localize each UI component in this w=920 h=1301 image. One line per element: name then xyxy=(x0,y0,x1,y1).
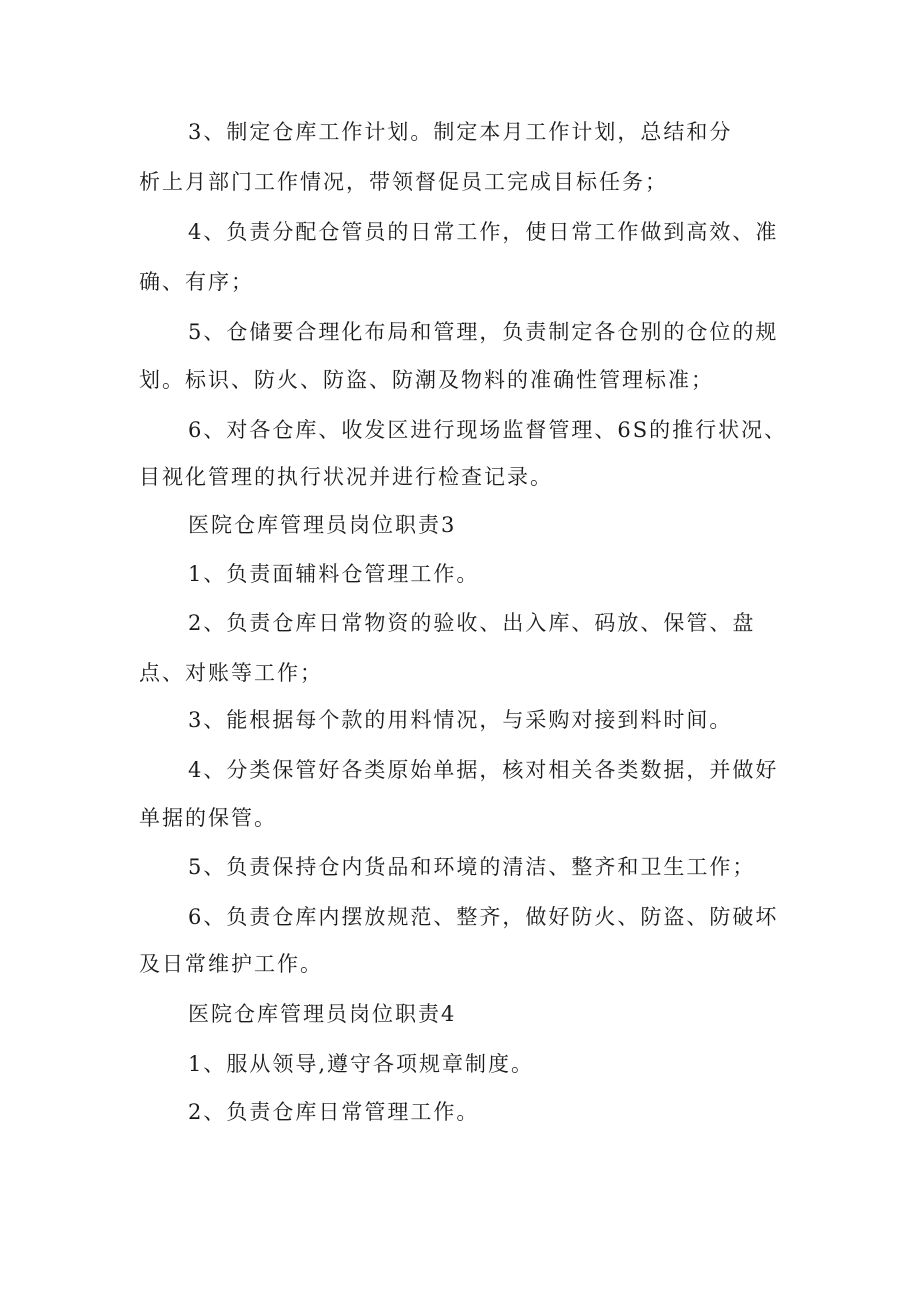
text-line: 4、负责分配仓管员的日常工作，使日常工作做到高效、准 xyxy=(188,220,779,244)
text-line: 5、仓储要合理化布局和管理，负责制定各仓别的仓位的规 xyxy=(188,320,779,344)
text-line: 2、负责仓库日常管理工作。 xyxy=(188,1100,480,1124)
section-heading: 医院仓库管理员岗位职责3 xyxy=(188,513,457,537)
text-line: 6、对各仓库、收发区进行现场监督管理、6S的推行状况、 xyxy=(188,418,788,442)
text-line: 析上月部门工作情况，带领督促员工完成目标任务； xyxy=(139,170,668,194)
text-line: 划。标识、防火、防盗、防潮及物料的准确性管理标准； xyxy=(139,368,714,392)
text-line: 4、分类保管好各类原始单据，核对相关各类数据，并做好 xyxy=(188,758,779,782)
text-line: 单据的保管。 xyxy=(139,806,277,830)
text-line: 1、服从领导,遵守各项规章制度。 xyxy=(188,1052,535,1076)
text-line: 确、有序； xyxy=(139,270,254,294)
text-line: 点、对账等工作； xyxy=(139,661,323,685)
text-line: 及日常维护工作。 xyxy=(139,952,323,976)
text-line: 1、负责面辅料仓管理工作。 xyxy=(188,562,480,586)
section-heading: 医院仓库管理员岗位职责4 xyxy=(188,1002,457,1026)
text-line: 3、能根据每个款的用料情况，与采购对接到料时间。 xyxy=(188,708,733,732)
text-line: 2、负责仓库日常物资的验收、出入库、码放、保管、盘 xyxy=(188,611,756,635)
text-line: 目视化管理的执行状况并进行检查记录。 xyxy=(139,465,553,489)
text-line: 3、制定仓库工作计划。制定本月工作计划，总结和分 xyxy=(188,120,733,144)
text-line: 6、负责仓库内摆放规范、整齐，做好防火、防盗、防破坏 xyxy=(188,905,779,929)
text-line: 5、负责保持仓内货品和环境的清洁、整齐和卫生工作； xyxy=(188,855,756,879)
